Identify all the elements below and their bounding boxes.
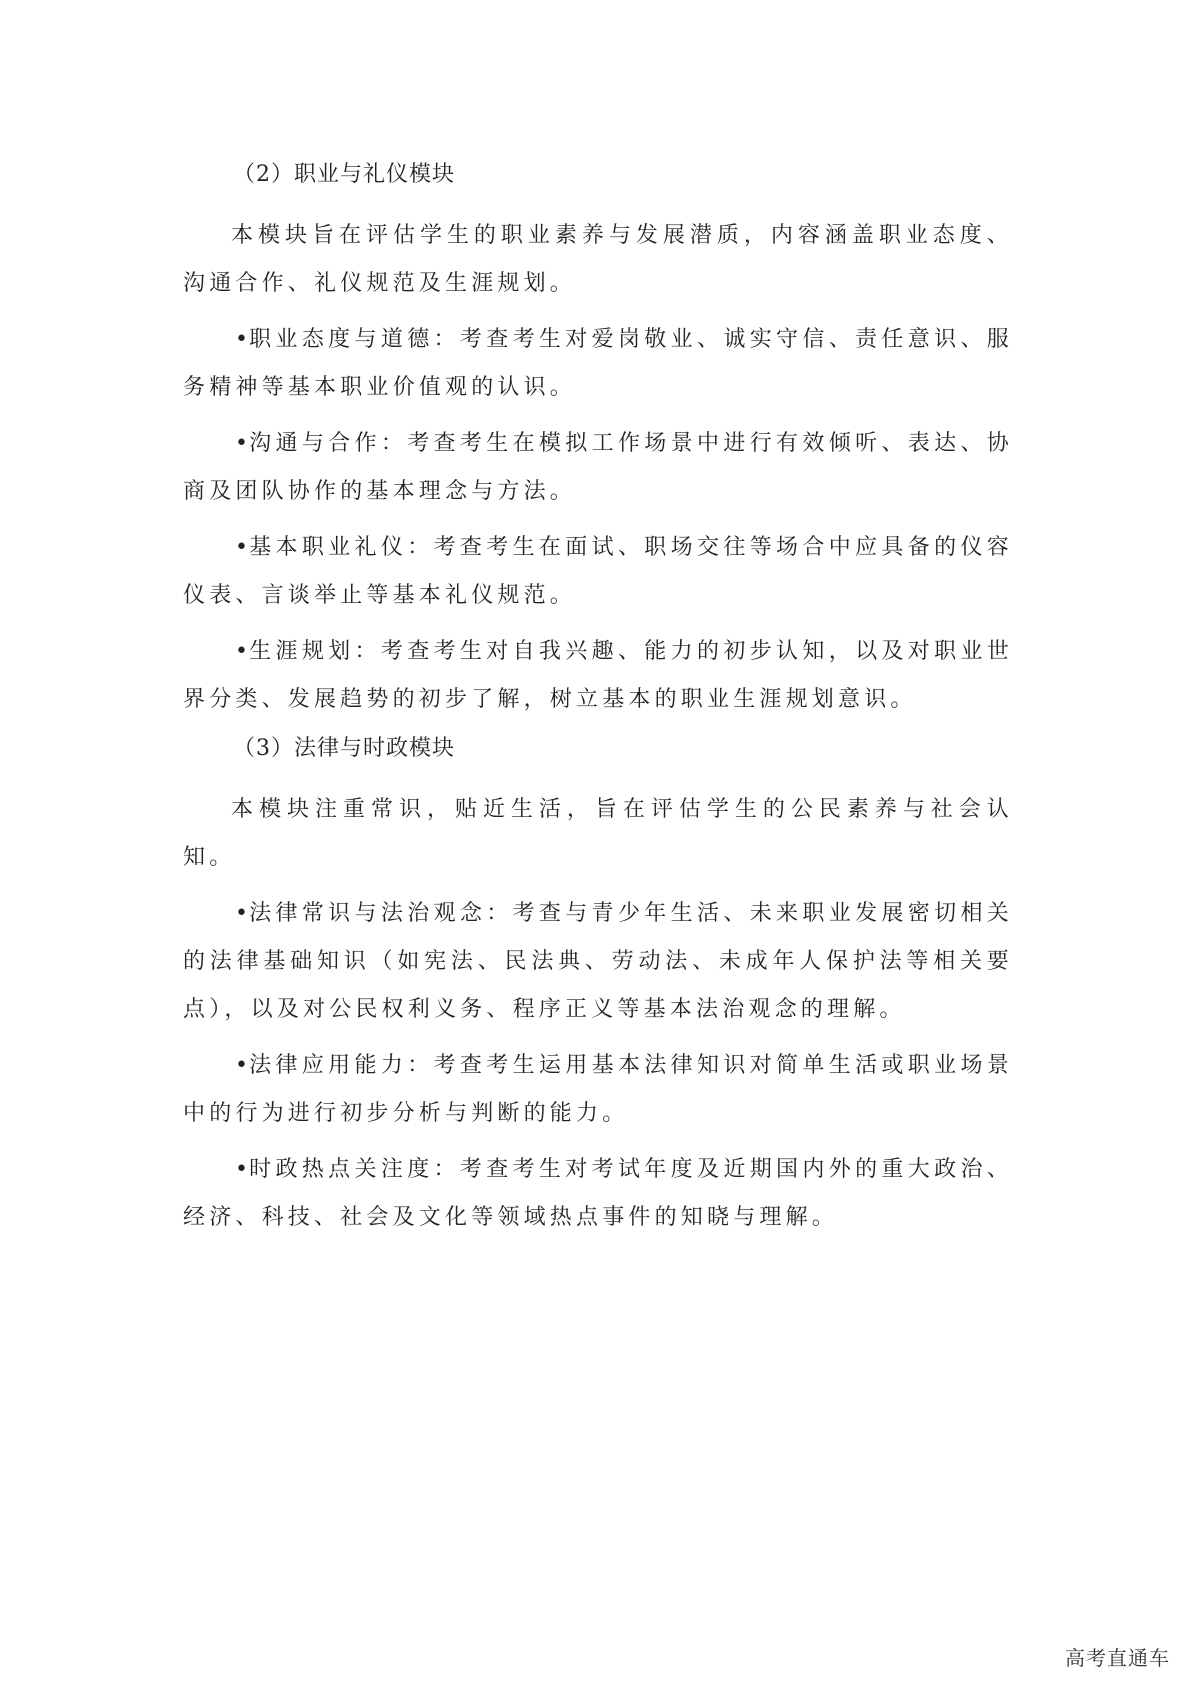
bullet-text: 法律常识与法治观念：考查与青少年生活、未来职业发展密切相关的法律基础知识（如宪法、民法典、劳动法、未成年人保护法等相关要点），以及对公民权利义务、程序正义等基本法治观念的理解。: [183, 901, 1013, 1022]
bullet-dot-icon: •: [235, 1053, 253, 1078]
bullet-item: [183, 316, 1013, 412]
bullet-item: [183, 420, 1013, 516]
bullet-item: [183, 1042, 1013, 1138]
watermark-label: 高考直通车: [1065, 1646, 1170, 1670]
section-3-heading: （3）法律与时政模块: [233, 736, 455, 761]
bullet-dot-icon: •: [235, 639, 253, 664]
section-3-intro: 本模块注重常识，贴近生活，旨在评估学生的公民素养与社会认知。: [183, 797, 1013, 870]
section-2-intro: 本模块旨在评估学生的职业素养与发展潜质，内容涵盖职业态度、沟通合作、礼仪规范及生涯规划。: [183, 223, 1013, 296]
bullet-text: 时政热点关注度：考查考生对考试年度及近期国内外的重大政治、经济、科技、社会及文化等领域热点事件的知晓与理解。: [183, 1157, 1013, 1230]
bullet-text: 生涯规划：考查考生对自我兴趣、能力的初步认知，以及对职业世界分类、发展趋势的初步了解，树立基本的职业生涯规划意识。: [183, 639, 1013, 712]
bullet-item: [183, 628, 1013, 724]
bullet-dot-icon: •: [235, 327, 253, 352]
bullet-text: 职业态度与道德：考查考生对爱岗敬业、诚实守信、责任意识、服务精神等基本职业价值观的认识。: [183, 327, 1013, 400]
bullet-text: 沟通与合作：考查考生在模拟工作场景中进行有效倾听、表达、协商及团队协作的基本理念与方法。: [183, 431, 1013, 504]
bullet-dot-icon: •: [235, 535, 253, 560]
bullet-item: [183, 1146, 1013, 1242]
document-body: [183, 158, 1013, 1250]
bullet-dot-icon: •: [235, 901, 253, 926]
section-2-heading: （2）职业与礼仪模块: [233, 162, 455, 187]
bullet-dot-icon: •: [235, 431, 253, 456]
bullet-item: [183, 890, 1013, 1034]
bullet-dot-icon: •: [235, 1157, 253, 1182]
bullet-item: [183, 524, 1013, 620]
bullet-text: 法律应用能力：考查考生运用基本法律知识对简单生活或职业场景中的行为进行初步分析与判断的能力。: [183, 1053, 1013, 1126]
bullet-text: 基本职业礼仪：考查考生在面试、职场交往等场合中应具备的仪容仪表、言谈举止等基本礼仪规范。: [183, 535, 1013, 608]
